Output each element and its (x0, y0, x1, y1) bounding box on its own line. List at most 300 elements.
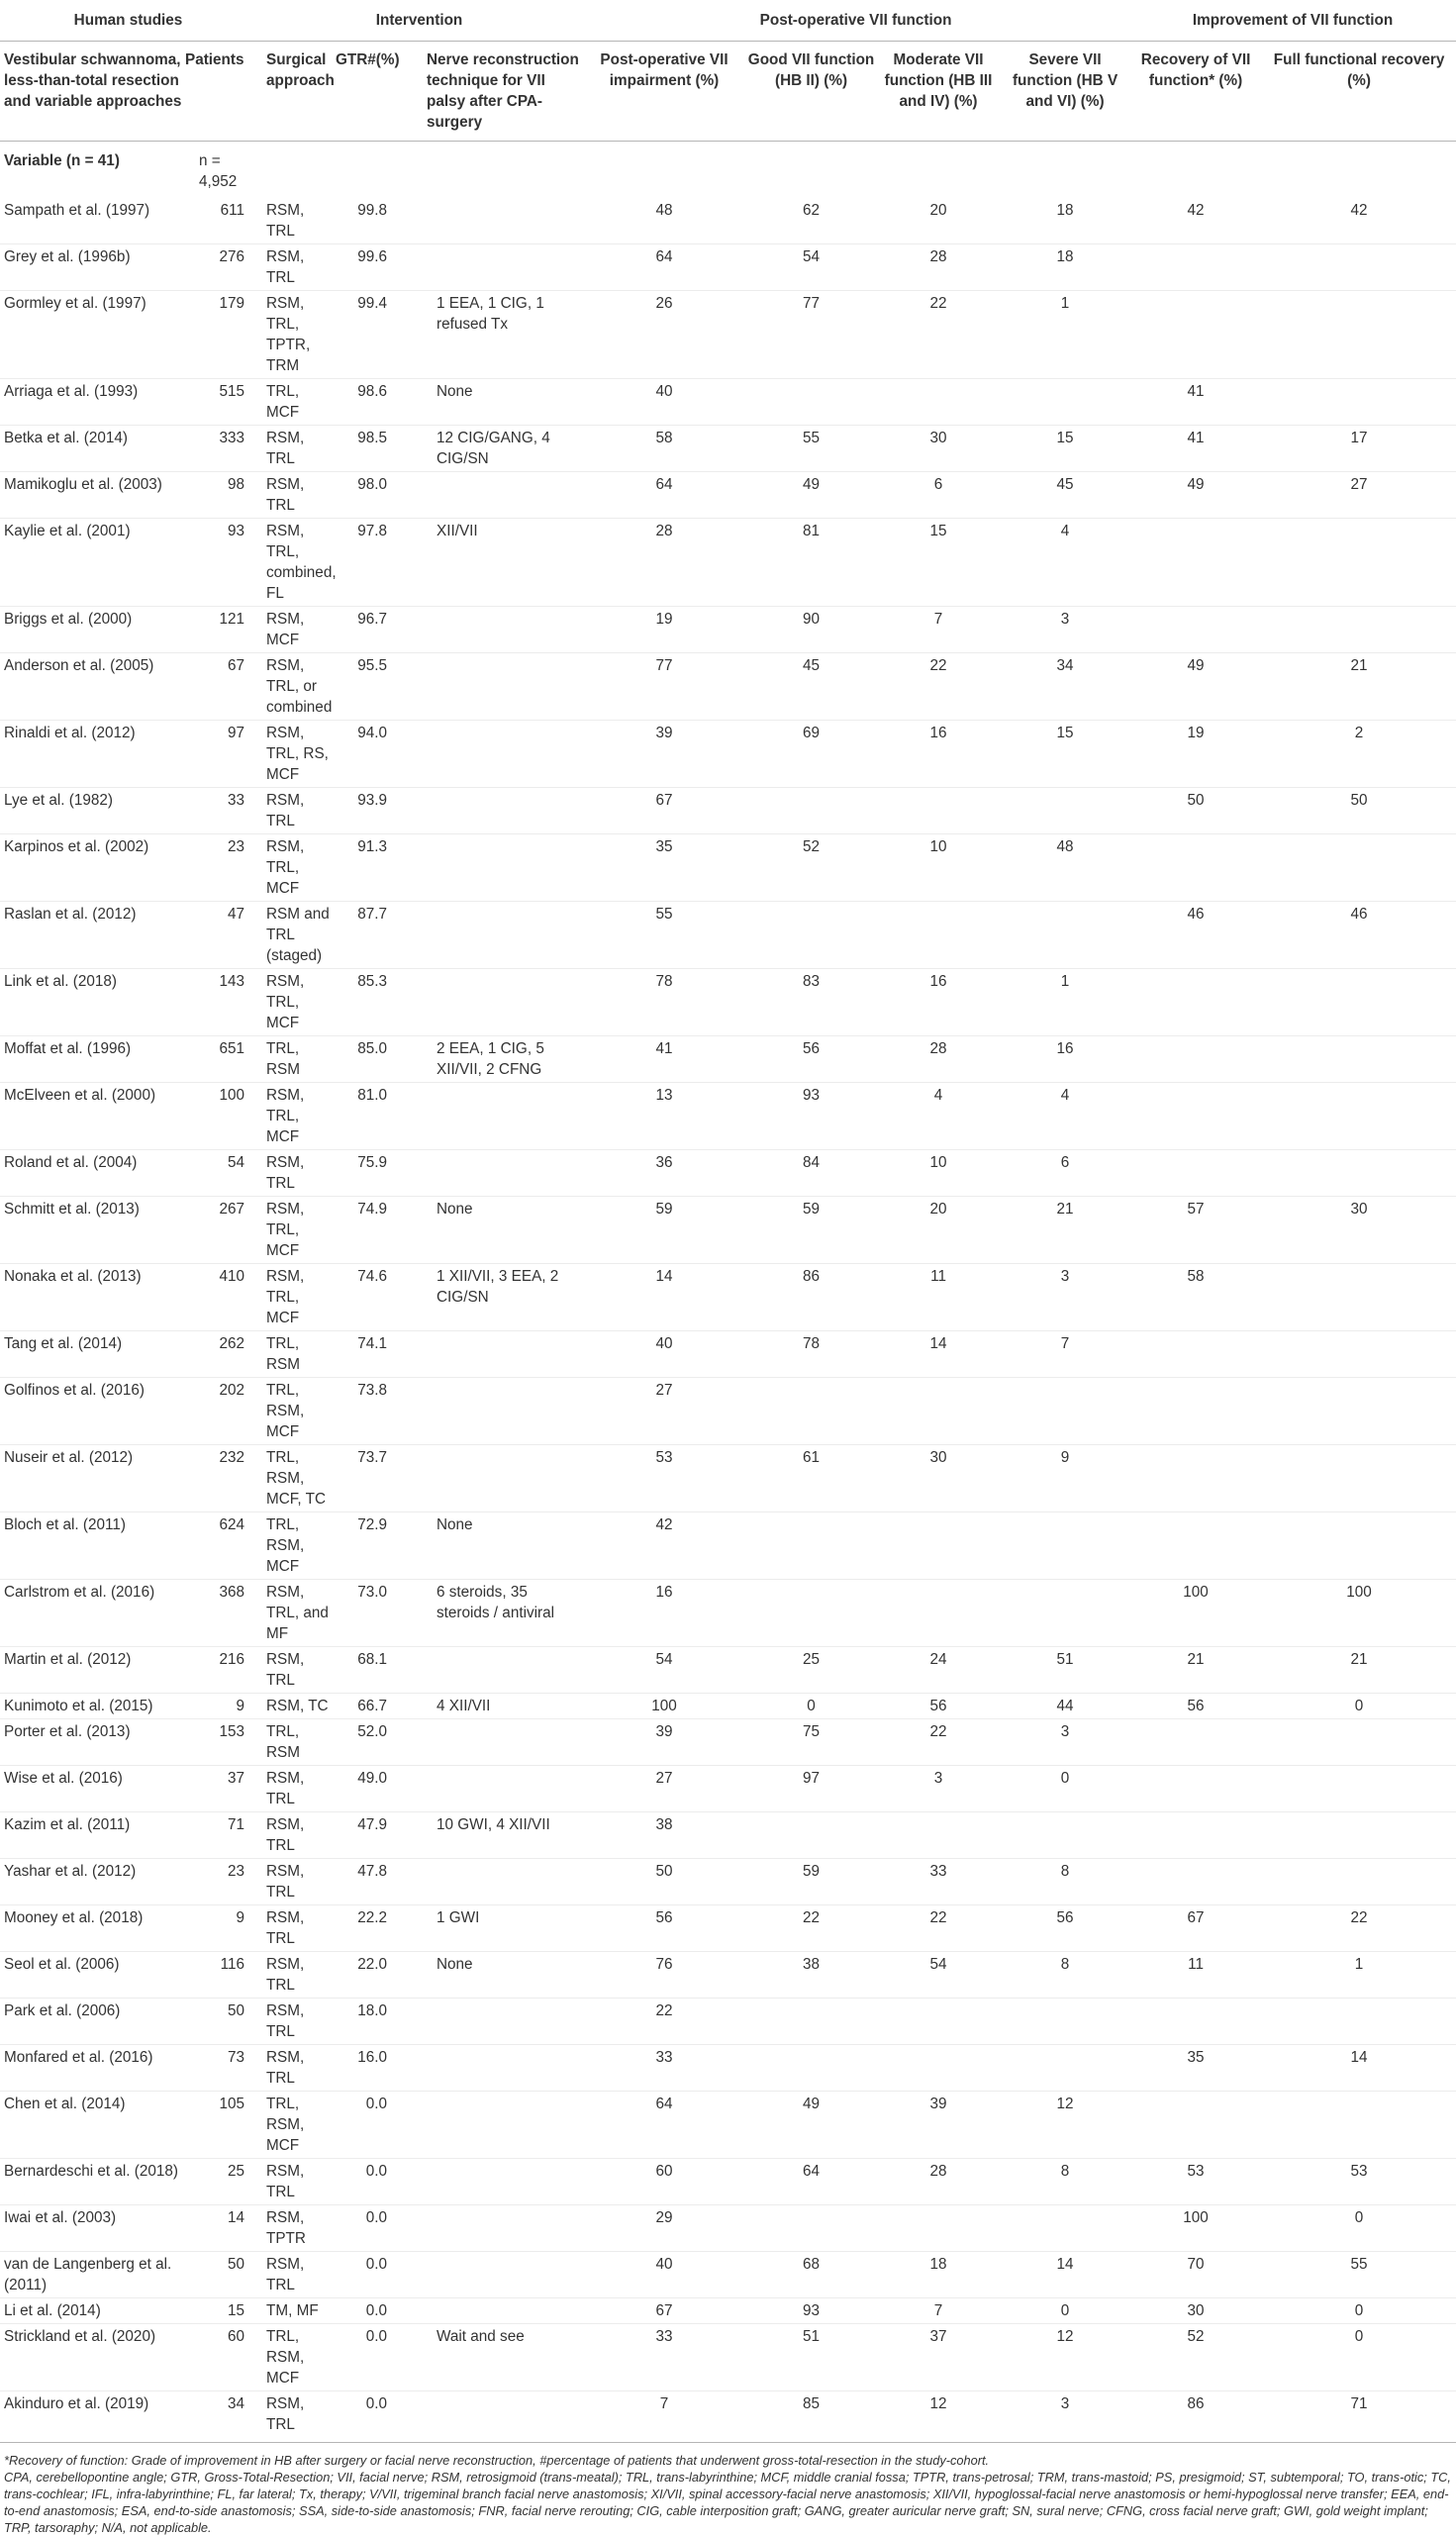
cell-moderate: 37 (876, 2324, 1001, 2391)
cell-full: 22 (1262, 1905, 1456, 1952)
cell-severe: 3 (1001, 2391, 1129, 2443)
cell-study: van de Langenberg et al. (2011) (0, 2252, 185, 2298)
cell-severe: 1 (1001, 969, 1129, 1036)
cell-moderate: 39 (876, 2092, 1001, 2159)
table-row (0, 2252, 1456, 2298)
cell-patients: 9 (185, 1694, 256, 1719)
cell-severe: 18 (1056, 202, 1074, 219)
cell-good (746, 788, 876, 834)
cell-good (746, 1580, 876, 1647)
cell-gtr: 0.0 (336, 2391, 427, 2443)
cell-recovery (1129, 1512, 1262, 1580)
cell-impairment: 41 (582, 1036, 746, 1083)
table-row (0, 1694, 1456, 1719)
cell-approach: RSM, MCF (256, 607, 336, 653)
cell-full (1262, 2092, 1456, 2159)
cell-full (1262, 1331, 1456, 1378)
table-row (0, 2159, 1456, 2205)
cell-gtr: 0.0 (336, 2205, 427, 2252)
cell-good: 64 (746, 2159, 876, 2205)
cell-severe: 14 (1001, 2252, 1129, 2298)
cell-moderate: 30 (876, 1445, 1001, 1512)
cell-gtr: 87.7 (336, 902, 427, 969)
cell-full: 0 (1262, 2324, 1456, 2391)
cell-approach: TM, MF (256, 2298, 336, 2324)
cell-severe (1001, 1378, 1129, 1445)
cell-recovery: 19 (1129, 721, 1262, 788)
footnote-recovery: *Recovery of function: Grade of improvement in HB after surgery or facial nerve reconstruction, #percentage of patients that underwent gross-total-resection in the study-cohort. (4, 2453, 990, 2468)
cell-good: 49 (746, 2092, 876, 2159)
cell-reconstruction: None (427, 1952, 582, 1999)
cell-recovery: 100 (1129, 2205, 1262, 2252)
cell-gtr: 93.9 (336, 788, 427, 834)
cell-impairment: 55 (582, 902, 746, 969)
cell-impairment: 38 (582, 1812, 746, 1859)
cell-good: 61 (746, 1445, 876, 1512)
cell-impairment: 58 (582, 426, 746, 472)
cell-patients: 15 (185, 2298, 256, 2324)
cell-patients: 368 (185, 1580, 256, 1647)
table-row (0, 721, 1456, 788)
cell-good: 59 (746, 1197, 876, 1264)
cell-moderate: 16 (876, 721, 1001, 788)
cell-full: 30 (1262, 1197, 1456, 1264)
cell-severe: 8 (1001, 1859, 1129, 1905)
cell-moderate (876, 2045, 1001, 2092)
table-row (0, 379, 1456, 426)
cell-reconstruction: 12 CIG/GANG, 4 CIG/SN (427, 426, 582, 472)
cell-moderate: 20 (929, 202, 947, 219)
cell-full (1262, 291, 1456, 379)
cell-patients: 410 (185, 1264, 256, 1331)
cell-reconstruction (427, 2391, 582, 2443)
cell-moderate: 12 (876, 2391, 1001, 2443)
cell-gtr: 98.0 (336, 472, 427, 519)
cell-study: Porter et al. (2013) (0, 1719, 185, 1766)
cell-approach: RSM, TRL (256, 472, 336, 519)
cell-moderate: 15 (876, 519, 1001, 607)
cell-good: 62 (803, 202, 821, 219)
cell-severe: 45 (1001, 472, 1129, 519)
cell-moderate: 28 (876, 2159, 1001, 2205)
cell-severe (1001, 2205, 1129, 2252)
cell-moderate: 28 (876, 1036, 1001, 1083)
cell-recovery: 86 (1129, 2391, 1262, 2443)
cell-severe: 21 (1001, 1197, 1129, 1264)
cell-moderate: 16 (876, 969, 1001, 1036)
cell-full (1262, 1445, 1456, 1512)
cell-gtr: 0.0 (336, 2092, 427, 2159)
cell-recovery: 57 (1129, 1197, 1262, 1264)
table-row (0, 1378, 1456, 1445)
cell-severe: 1 (1001, 291, 1129, 379)
cell-recovery: 46 (1129, 902, 1262, 969)
col-gtr-label: GTR#(%) (336, 51, 400, 68)
cell-full: 0 (1262, 2298, 1456, 2324)
table-row (0, 2045, 1456, 2092)
cell-recovery: 52 (1129, 2324, 1262, 2391)
cell-moderate: 28 (876, 244, 1001, 291)
cell-reconstruction: None (427, 379, 582, 426)
cell-study: Yashar et al. (2012) (0, 1859, 185, 1905)
cell-severe: 15 (1001, 721, 1129, 788)
cell-severe (1001, 1580, 1129, 1647)
cell-reconstruction (427, 653, 582, 721)
cell-recovery (1129, 291, 1262, 379)
cell-recovery: 70 (1129, 2252, 1262, 2298)
cell-full (1262, 1264, 1456, 1331)
cell-impairment: 67 (582, 2298, 746, 2324)
cell-approach: RSM, TRL, TPTR, TRM (256, 291, 336, 379)
cell-impairment: 64 (582, 472, 746, 519)
cell-severe: 56 (1001, 1905, 1129, 1952)
cell-recovery: 49 (1129, 653, 1262, 721)
table-row (0, 2205, 1456, 2252)
cell-impairment: 50 (582, 1859, 746, 1905)
cell-severe: 8 (1001, 2159, 1129, 2205)
cell-moderate (876, 1812, 1001, 1859)
cell-full: 0 (1262, 1694, 1456, 1719)
cell-reconstruction (427, 2298, 582, 2324)
cell-reconstruction (427, 969, 582, 1036)
cell-gtr: 91.3 (336, 834, 427, 902)
cell-patients: 262 (185, 1331, 256, 1378)
cell-patients: 93 (185, 519, 256, 607)
cell-full: 21 (1262, 1647, 1456, 1694)
cell-reconstruction (427, 244, 582, 291)
cell-reconstruction (427, 607, 582, 653)
cell-good: 93 (746, 1083, 876, 1150)
cell-gtr: 95.5 (336, 653, 427, 721)
cell-recovery (1129, 244, 1262, 291)
cell-recovery (1129, 1378, 1262, 1445)
cell-moderate: 24 (876, 1647, 1001, 1694)
cell-moderate (876, 1999, 1001, 2045)
cell-impairment: 33 (582, 2045, 746, 2092)
cell-gtr: 22.2 (336, 1905, 427, 1952)
cell-recovery: 49 (1129, 472, 1262, 519)
cell-moderate (876, 902, 1001, 969)
cell-impairment: 77 (582, 653, 746, 721)
cell-reconstruction (427, 2159, 582, 2205)
cell-good: 83 (746, 969, 876, 1036)
cell-severe (1001, 788, 1129, 834)
table-row (0, 607, 1456, 653)
cell-impairment: 27 (582, 1378, 746, 1445)
group-intervention: Intervention (256, 0, 582, 42)
cell-study: Raslan et al. (2012) (0, 902, 185, 969)
cell-approach: RSM, TRL (256, 2045, 336, 2092)
cell-severe: 51 (1001, 1647, 1129, 1694)
cell-full (1262, 244, 1456, 291)
cell-impairment: 27 (582, 1766, 746, 1812)
cell-approach: RSM and TRL (staged) (256, 902, 336, 969)
cell-reconstruction (427, 2092, 582, 2159)
cell-recovery (1129, 1445, 1262, 1512)
table-row (0, 902, 1456, 969)
cell-recovery: 11 (1129, 1952, 1262, 1999)
cell-recovery (1129, 1083, 1262, 1150)
cell-good: 90 (746, 607, 876, 653)
cell-study: McElveen et al. (2000) (0, 1083, 185, 1150)
cell-moderate: 11 (876, 1264, 1001, 1331)
cell-patients: 179 (185, 291, 256, 379)
cell-approach: RSM, TRL (256, 426, 336, 472)
cell-approach: RSM, TRL, MCF (256, 1264, 336, 1331)
cell-reconstruction (427, 1647, 582, 1694)
cell-recovery: 41 (1129, 379, 1262, 426)
cell-severe: 3 (1001, 1719, 1129, 1766)
cell-recovery (1129, 1719, 1262, 1766)
cell-good: 81 (746, 519, 876, 607)
cell-moderate (876, 1378, 1001, 1445)
cell-impairment: 67 (582, 788, 746, 834)
cell-patients: 624 (185, 1512, 256, 1580)
cell-severe: 44 (1001, 1694, 1129, 1719)
cell-reconstruction (427, 788, 582, 834)
cell-good: 38 (746, 1952, 876, 1999)
cell-impairment: 40 (582, 2252, 746, 2298)
table-row (0, 653, 1456, 721)
cell-full: 14 (1262, 2045, 1456, 2092)
cell-reconstruction (427, 902, 582, 969)
cell-recovery (1129, 607, 1262, 653)
table-row (0, 1859, 1456, 1905)
cell-approach: RSM, TRL (256, 1999, 336, 2045)
cell-approach: TRL, MCF (256, 379, 336, 426)
cell-approach: RSM, TRL (256, 1150, 336, 1197)
cell-reconstruction: None (427, 1197, 582, 1264)
cell-approach: RSM, TRL, combined, FL (256, 519, 336, 607)
cell-impairment: 22 (582, 1999, 746, 2045)
cell-patients: 267 (185, 1197, 256, 1264)
cell-full (1262, 1766, 1456, 1812)
cell-gtr: 72.9 (336, 1512, 427, 1580)
cell-gtr: 74.1 (336, 1331, 427, 1378)
cell-gtr: 96.7 (336, 607, 427, 653)
cell-approach: RSM, TRL (256, 1766, 336, 1812)
cell-study: Kazim et al. (2011) (0, 1812, 185, 1859)
cell-reconstruction (427, 1999, 582, 2045)
column-header-row (0, 42, 1456, 142)
cell-severe (1001, 379, 1129, 426)
cell-gtr: 99.8 (357, 202, 387, 219)
cell-approach: TRL, RSM (256, 1036, 336, 1083)
cell-moderate: 22 (876, 653, 1001, 721)
cell-gtr: 22.0 (336, 1952, 427, 1999)
cell-reconstruction: 6 steroids, 35 steroids / antiviral (427, 1580, 582, 1647)
table-row (0, 472, 1456, 519)
cell-gtr: 0.0 (336, 2298, 427, 2324)
cell-moderate: 10 (876, 834, 1001, 902)
table-row (0, 1812, 1456, 1859)
cell-good: 93 (746, 2298, 876, 2324)
cell-moderate: 14 (876, 1331, 1001, 1378)
cell-patients: 202 (185, 1378, 256, 1445)
cell-good: 68 (746, 2252, 876, 2298)
cell-approach: RSM, TRL (256, 1812, 336, 1859)
cell-full (1262, 1378, 1456, 1445)
col-good: Good VII function (HB II) (%) (746, 42, 876, 142)
cell-reconstruction (427, 2252, 582, 2298)
cell-recovery (1129, 834, 1262, 902)
cell-good: 54 (746, 244, 876, 291)
cell-study: Mamikoglu et al. (2003) (0, 472, 185, 519)
cell-study: Link et al. (2018) (0, 969, 185, 1036)
cell-severe (1001, 2045, 1129, 2092)
cell-patients: 50 (185, 2252, 256, 2298)
cell-moderate (876, 379, 1001, 426)
cell-gtr: 52.0 (336, 1719, 427, 1766)
cell-reconstruction (427, 1083, 582, 1150)
cell-reconstruction: 4 XII/VII (427, 1694, 582, 1719)
cell-impairment: 26 (582, 291, 746, 379)
cell-moderate: 56 (876, 1694, 1001, 1719)
cell-good (746, 1999, 876, 2045)
cell-recovery (1129, 1036, 1262, 1083)
cell-study: Kunimoto et al. (2015) (0, 1694, 185, 1719)
table-row (0, 834, 1456, 902)
cell-good (746, 1512, 876, 1580)
cell-good: 78 (746, 1331, 876, 1378)
col-gtr (336, 42, 427, 142)
cell-full (1262, 1999, 1456, 2045)
cell-reconstruction (427, 721, 582, 788)
cell-severe: 7 (1001, 1331, 1129, 1378)
cell-good: 86 (746, 1264, 876, 1331)
cell-gtr: 98.5 (336, 426, 427, 472)
cell-severe (1001, 902, 1129, 969)
cell-full: 21 (1262, 653, 1456, 721)
cell-reconstruction (427, 1150, 582, 1197)
cell-gtr: 73.0 (336, 1580, 427, 1647)
cell-patients: 232 (185, 1445, 256, 1512)
cell-recovery (1129, 969, 1262, 1036)
cell-approach: RSM, TRL (256, 244, 336, 291)
cell-gtr: 18.0 (336, 1999, 427, 2045)
cell-gtr: 16.0 (336, 2045, 427, 2092)
cell-full (1262, 1719, 1456, 1766)
cell-gtr: 47.9 (336, 1812, 427, 1859)
cell-study: Arriaga et al. (1993) (0, 379, 185, 426)
cell-severe: 12 (1001, 2324, 1129, 2391)
cell-study: Schmitt et al. (2013) (0, 1197, 185, 1264)
group-improvement: Improvement of VII function (1129, 0, 1456, 42)
cell-moderate (876, 1512, 1001, 1580)
cell-gtr: 99.4 (336, 291, 427, 379)
cell-impairment: 60 (582, 2159, 746, 2205)
cell-moderate: 22 (876, 1905, 1001, 1952)
cell-good: 51 (746, 2324, 876, 2391)
cell-impairment: 100 (582, 1694, 746, 1719)
cell-impairment: 78 (582, 969, 746, 1036)
cell-reconstruction: 2 EEA, 1 CIG, 5 XII/VII, 2 CFNG (427, 1036, 582, 1083)
cell-reconstruction (427, 1331, 582, 1378)
cell-gtr: 85.0 (336, 1036, 427, 1083)
cell-moderate: 10 (876, 1150, 1001, 1197)
cell-full (1262, 1036, 1456, 1083)
cell-gtr: 0.0 (336, 2324, 427, 2391)
cell-good: 0 (746, 1694, 876, 1719)
cell-full (1262, 1083, 1456, 1150)
cell-severe: 16 (1001, 1036, 1129, 1083)
cell-impairment: 40 (582, 1331, 746, 1378)
cell-gtr: 49.0 (336, 1766, 427, 1812)
subheader-row (0, 142, 1456, 199)
cell-reconstruction: None (427, 1512, 582, 1580)
cell-full (1262, 1150, 1456, 1197)
cell-moderate: 4 (876, 1083, 1001, 1150)
cell-severe: 3 (1001, 607, 1129, 653)
cell-reconstruction (427, 2205, 582, 2252)
cell-impairment: 19 (582, 607, 746, 653)
col-moderate: Moderate VII function (HB III and IV) (%) (876, 42, 1001, 142)
cell-recovery (1129, 1999, 1262, 2045)
cell-good (746, 1812, 876, 1859)
cell-approach: TRL, RSM (256, 1331, 336, 1378)
col-reconstruction: Nerve reconstruction technique for VII palsy after CPA-surgery (427, 42, 582, 142)
cell-patients: 143 (185, 969, 256, 1036)
cell-approach: RSM, TRL, MCF (256, 1083, 336, 1150)
cell-severe: 6 (1001, 1150, 1129, 1197)
cell-severe: 0 (1001, 2298, 1129, 2324)
table-row (0, 1905, 1456, 1952)
table-row (0, 1083, 1456, 1150)
cell-patients: 9 (185, 1905, 256, 1952)
cell-study: Park et al. (2006) (0, 1999, 185, 2045)
table-row (0, 2298, 1456, 2324)
table-row (0, 244, 1456, 291)
cell-reconstruction (427, 198, 582, 244)
cell-approach: RSM, TRL (256, 1905, 336, 1952)
col-study: Vestibular schwannoma, less-than-total resection and variable approaches (0, 42, 185, 142)
cell-good: 22 (746, 1905, 876, 1952)
cell-severe (1001, 1512, 1129, 1580)
cell-full (1262, 1812, 1456, 1859)
cell-moderate: 33 (876, 1859, 1001, 1905)
col-patients: Patients (185, 42, 256, 142)
cell-reconstruction: 1 EEA, 1 CIG, 1 refused Tx (427, 291, 582, 379)
table-body (0, 142, 1456, 2443)
cell-study: Monfared et al. (2016) (0, 2045, 185, 2092)
cell-approach: RSM, TRL (256, 2159, 336, 2205)
cell-impairment: 64 (582, 2092, 746, 2159)
cell-good: 52 (746, 834, 876, 902)
cell-full: 2 (1262, 721, 1456, 788)
cell-impairment: 64 (582, 244, 746, 291)
cell-moderate: 54 (876, 1952, 1001, 1999)
cell-study: Martin et al. (2012) (0, 1647, 185, 1694)
cell-study: Betka et al. (2014) (0, 426, 185, 472)
cell-recovery (1129, 2092, 1262, 2159)
table-row (0, 1512, 1456, 1580)
cell-patients: 54 (185, 1150, 256, 1197)
cell-full (1262, 379, 1456, 426)
cell-good: 84 (746, 1150, 876, 1197)
cell-severe: 48 (1001, 834, 1129, 902)
cell-approach: RSM, TRL, or combined (256, 653, 336, 721)
cell-impairment: 33 (582, 2324, 746, 2391)
cell-reconstruction (427, 1719, 582, 1766)
cell-impairment: 14 (582, 1264, 746, 1331)
cell-moderate (876, 788, 1001, 834)
table-row (0, 1766, 1456, 1812)
cell-good: 77 (746, 291, 876, 379)
cell-gtr: 97.8 (336, 519, 427, 607)
cell-good: 97 (746, 1766, 876, 1812)
cell-gtr: 73.7 (336, 1445, 427, 1512)
cell-approach: RSM, TRL (256, 1952, 336, 1999)
